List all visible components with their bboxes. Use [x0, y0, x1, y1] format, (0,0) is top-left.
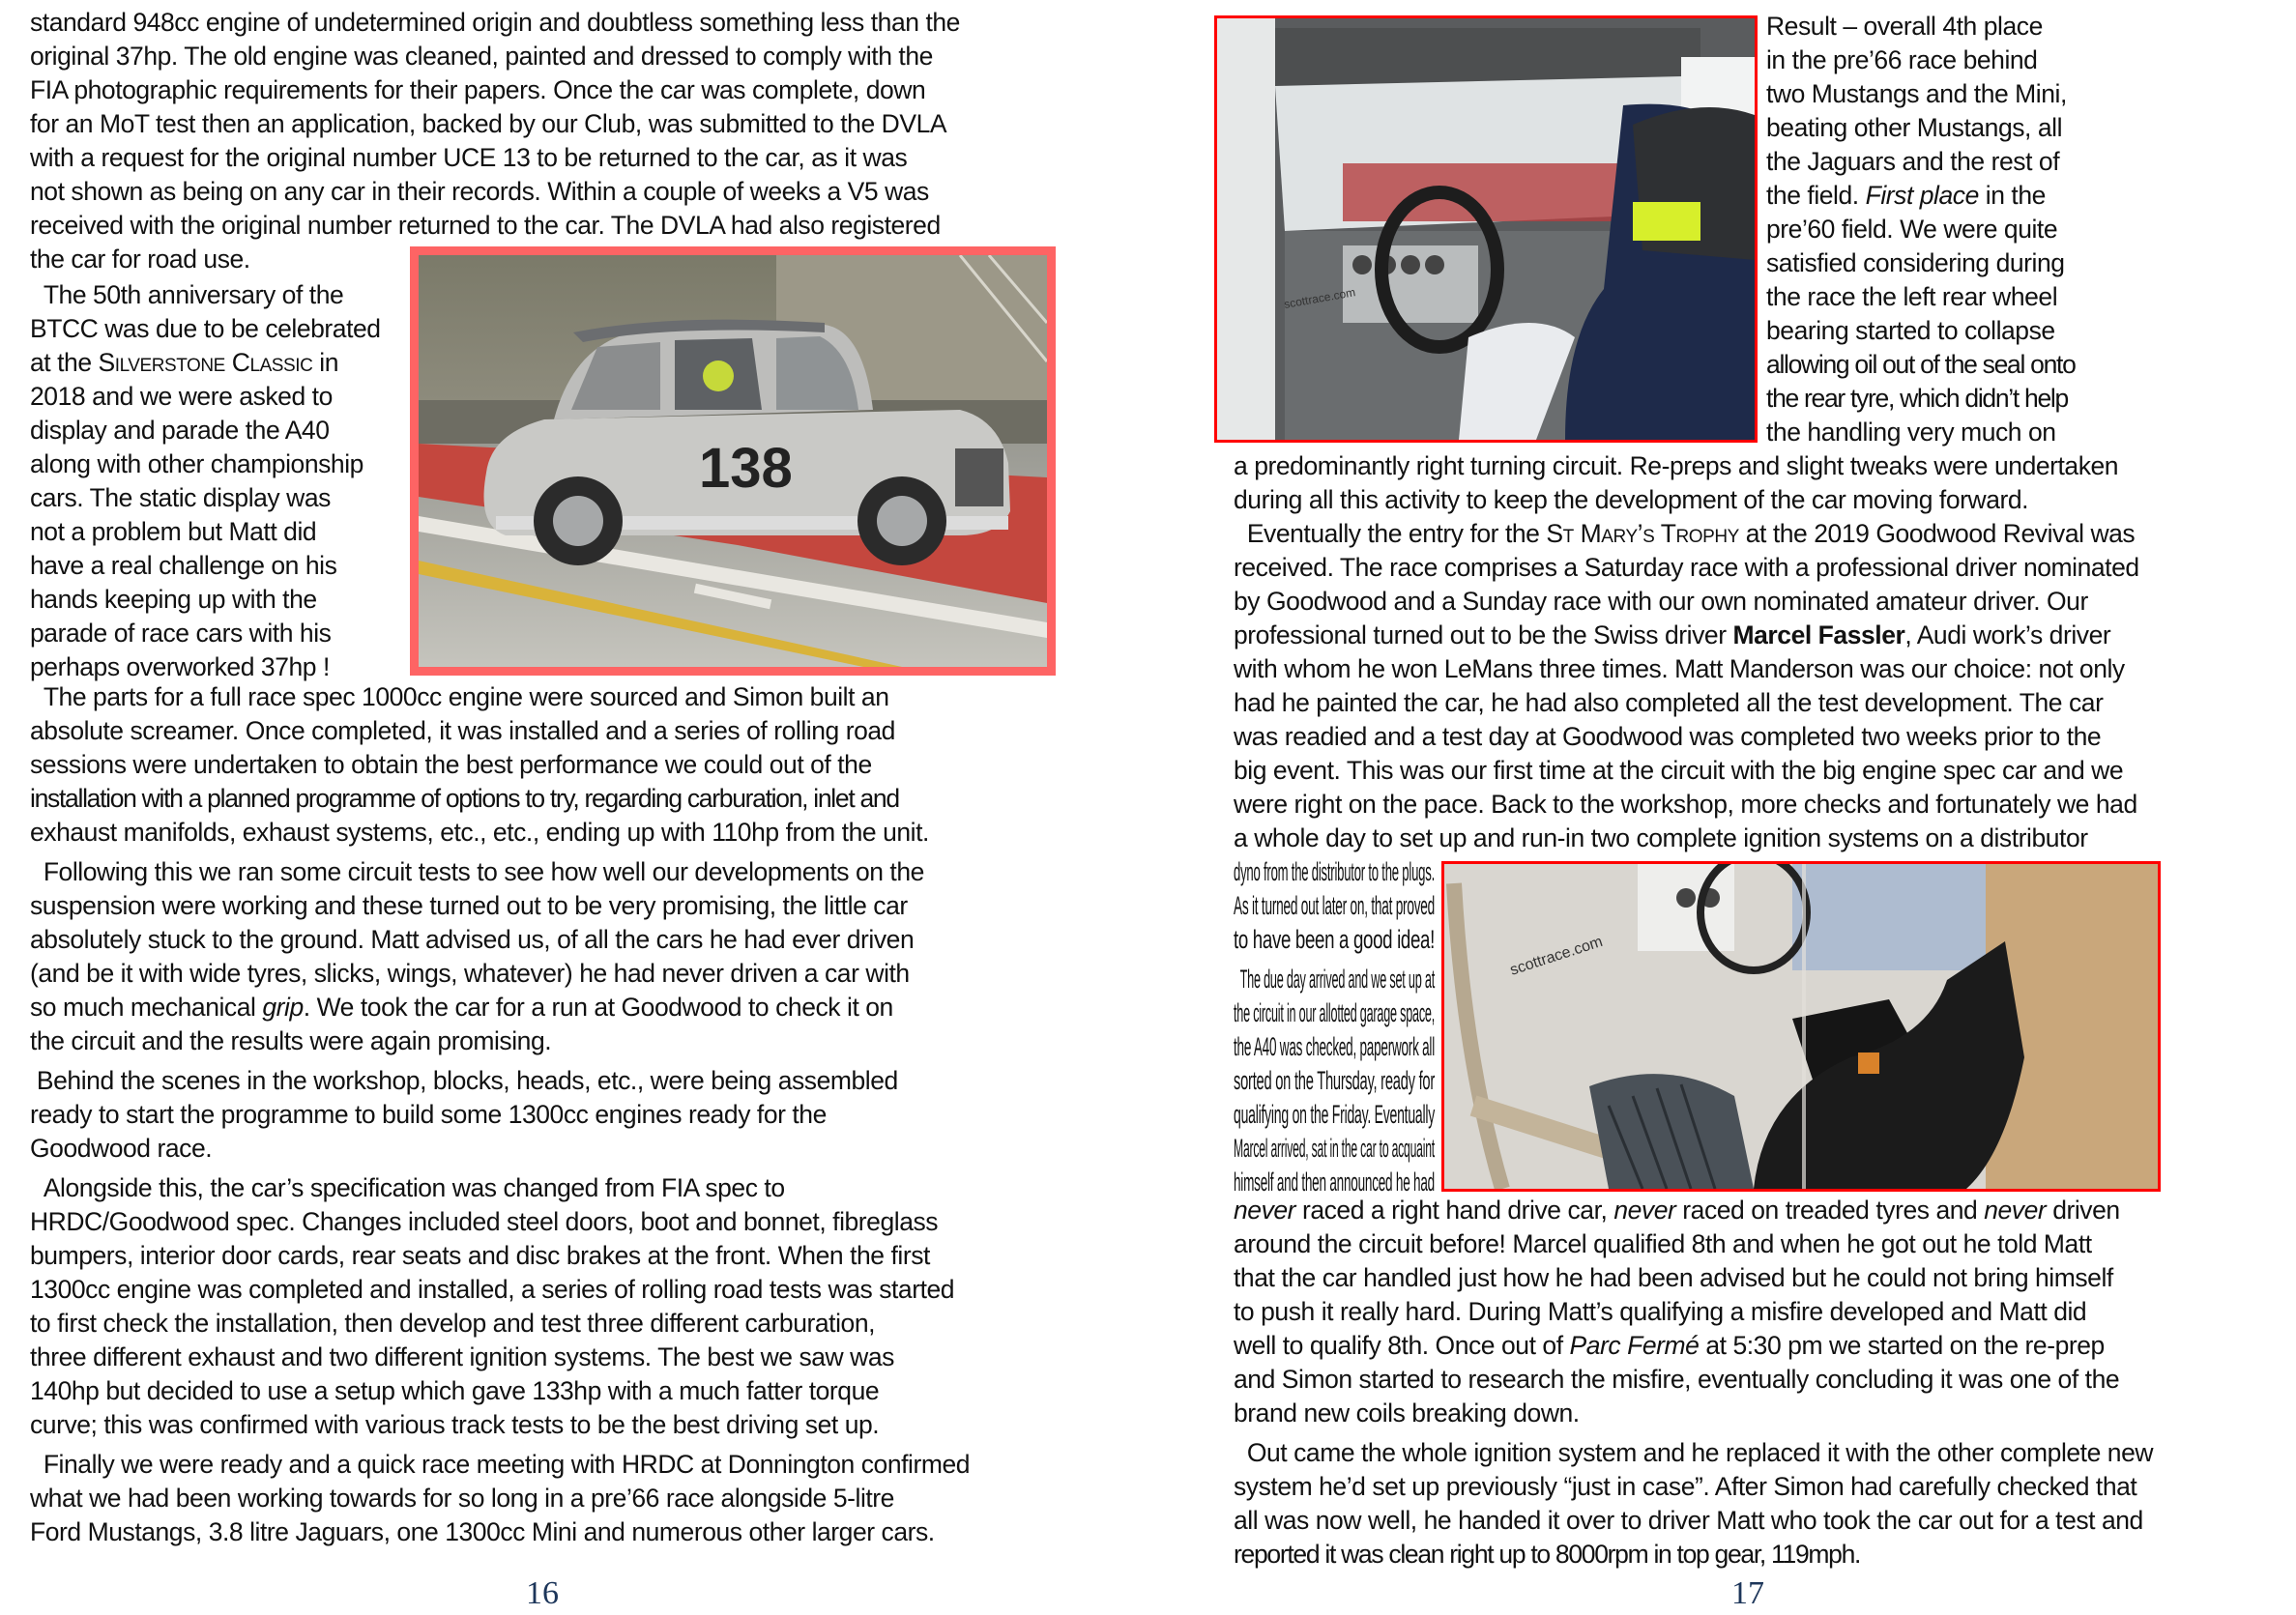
text-run: hands keeping up with the: [30, 585, 317, 614]
text-run: two Mustangs and the Mini,: [1766, 79, 2067, 108]
page-16: [0, 0, 1083, 1615]
text-line: [1766, 348, 2076, 382]
text-run: dyno from the distributor to the plugs.: [1234, 857, 1435, 886]
text-run: (and be it with wide tyres, slicks, wings, whatever) he had never driven a car with: [30, 959, 910, 988]
italic-text: never: [1234, 1196, 1296, 1225]
text-line: [30, 1408, 879, 1442]
sticker-scottrace: scottrace.com: [1507, 933, 1605, 979]
text-line: [30, 680, 889, 714]
bold-text: Marcel Fassler: [1732, 620, 1905, 649]
text-run: to first check the installation, then develop and test three different carburation,: [30, 1309, 876, 1338]
text-line: [30, 312, 381, 346]
text-run: Eventually the entry for the: [1234, 519, 1547, 548]
text-line: [30, 481, 331, 515]
text-run: FIA photographic requirements for their papers. Once the car was complete, down: [30, 75, 926, 104]
text-line: [1766, 43, 2037, 77]
text-line: [30, 447, 363, 481]
page-number: 16: [526, 1575, 559, 1611]
text-run: the handling very much on: [1766, 418, 2056, 447]
text-line: [30, 1171, 785, 1205]
car-race-number: 138: [699, 437, 793, 500]
text-run: sorted on the Thursday, ready for: [1234, 1066, 1436, 1095]
text-line: [30, 583, 317, 617]
text-run: 140hp but decided to use a setup which gave 133hp with a much fatter torque: [30, 1376, 880, 1405]
text-line: [30, 141, 907, 175]
text-run: As it turned out later on, that proved: [1234, 891, 1436, 920]
text-line: [1766, 382, 2068, 416]
text-line: [1766, 10, 2043, 43]
text-run: was readied and a test day at Goodwood was completed two weeks prior to the: [1234, 722, 2102, 751]
text-run: HRDC/Goodwood spec. Changes included steel doors, boot and bonnet, fibreglass: [30, 1207, 939, 1236]
text-run: the A40 was checked, paperwork all: [1234, 1032, 1435, 1061]
text-run: received. The race comprises a Saturday race with a professional driver nominated: [1234, 553, 2139, 582]
text-line: [1234, 1470, 2136, 1504]
text-block-bottom: [30, 680, 970, 1549]
text-line: [1234, 1504, 2143, 1538]
text-run: with whom he won LeMans three times. Matt Manderson was our choice: not only: [1234, 654, 2125, 683]
text-run: standard 948cc engine of undetermined origin and doubtless something less than the: [30, 8, 960, 37]
text-line: [30, 346, 338, 380]
text-line: [30, 107, 946, 141]
text-line: [1766, 314, 2055, 348]
text-line: [30, 748, 872, 782]
text-run: Behind the scenes in the workshop, blocks, heads, etc., were being assembled: [30, 1066, 898, 1095]
text-block-top: [30, 6, 960, 276]
text-run: the circuit and the results were again promising.: [30, 1026, 552, 1055]
text-line: [30, 243, 250, 276]
text-line: [1234, 923, 1435, 957]
text-block-beside-top-photo: [1766, 10, 2076, 449]
italic-text: never: [1613, 1196, 1676, 1225]
text-block-middle: [1234, 449, 2139, 855]
text-run: Following this we ran some circuit tests to see how well our developments on the: [30, 857, 924, 886]
text-line: [1766, 416, 2056, 449]
text-run: display and parade the A40: [30, 416, 330, 445]
text-run: received with the original number returned to the car. The DVLA had also registered: [30, 211, 941, 240]
text-run: at the 2019 Goodwood Revival was: [1738, 519, 2136, 548]
text-line: [1234, 1261, 2113, 1295]
text-run: around the circuit before! Marcel qualified 8th and when he got out he told Matt: [1234, 1229, 2092, 1258]
text-run: absolute screamer. Once completed, it was installed and a series of rolling road: [30, 716, 895, 745]
text-run: in the pre’66 race behind: [1766, 45, 2038, 74]
text-run: what we had been working towards for so long in a pre’66 race alongside 5-litre: [30, 1484, 894, 1513]
text-line: [1766, 246, 2065, 280]
text-run: for an MoT test then an application, backed by our Club, was submitted to the DVLA: [30, 109, 947, 138]
text-run: Result – overall 4th place: [1766, 12, 2043, 41]
text-run: Alongside this, the car’s specification was changed from FIA spec to: [30, 1173, 785, 1202]
text-line: [30, 1307, 875, 1341]
text-run: reported it was clean right up to 8000rpm in top gear, 119mph.: [1234, 1540, 1861, 1569]
text-line: [30, 617, 331, 650]
text-run: were right on the pace. Back to the workshop, more checks and fortunately we had: [1234, 790, 2137, 819]
text-run: all was now well, he handed it over to driver Matt who took the car out for a test and: [1234, 1506, 2143, 1535]
italic-text: grip: [262, 993, 304, 1022]
text-run: original 37hp. The old engine was cleaned, painted and dressed to comply with the: [30, 42, 933, 71]
interior-image: [1444, 864, 2158, 1189]
text-run: bumpers, interior door cards, rear seats and disc brakes at the front. When the first: [30, 1241, 930, 1270]
text-line: [1234, 1098, 1435, 1132]
text-run: and Simon started to research the misfire, eventually concluding it was one of the: [1234, 1365, 2120, 1394]
small-caps-text: St Mary’s Trophy: [1546, 519, 1739, 548]
text-line: [1234, 963, 1435, 996]
text-line: [30, 1239, 930, 1273]
text-run: three different exhaust and two different ignition systems. The best we saw was: [30, 1342, 894, 1371]
text-run: the field.: [1766, 181, 1866, 210]
text-line: [1234, 788, 2137, 822]
text-run: not shown as being on any car in their records. Within a couple of weeks a V5 was: [30, 177, 929, 206]
text-run: . We took the car for a run at Goodwood to check it on: [303, 993, 893, 1022]
text-run: big event. This was our first time at the circuit with the big engine spec car and we: [1234, 756, 2124, 785]
text-run: had he painted the car, he had also completed all the test development. The car: [1234, 688, 2104, 717]
text-run: to push it really hard. During Matt’s qualifying a misfire developed and Matt did: [1234, 1297, 2087, 1326]
text-line: [1234, 754, 2123, 788]
text-run: Out came the whole ignition system and he replaced it with the other complete new: [1234, 1438, 2154, 1467]
text-run: to have been a good idea!: [1234, 925, 1435, 954]
page-17: [1199, 0, 2296, 1615]
text-run: suspension were working and these turned out to be very promising, the little car: [30, 891, 908, 920]
text-run: exhaust manifolds, exhaust systems, etc., etc., ending up with 110hp from the unit.: [30, 818, 929, 847]
text-run: sessions were undertaken to obtain the best performance we could out of the: [30, 750, 872, 779]
text-line: [1234, 449, 2118, 483]
text-line: [30, 73, 925, 107]
text-line: [30, 923, 914, 957]
photo-a40-pit-lane: [410, 246, 1056, 676]
text-line: [30, 816, 929, 850]
text-run: the race the left rear wheel: [1766, 282, 2058, 311]
text-run: in: [312, 348, 338, 377]
text-line: [30, 278, 343, 312]
text-line: [30, 40, 933, 73]
text-run: absolutely stuck to the ground. Matt advised us, of all the cars he had ever driven: [30, 925, 915, 954]
text-line: [30, 991, 893, 1024]
text-line: [30, 889, 908, 923]
text-line: [30, 855, 924, 889]
text-line: [1234, 1227, 2092, 1261]
text-run: qualifying on the Friday. Eventually: [1234, 1100, 1436, 1129]
text-line: [30, 1448, 970, 1482]
text-line: [1234, 652, 2125, 686]
text-run: a whole day to set up and run-in two complete ignition systems on a distributor: [1234, 823, 2088, 852]
text-line: [30, 1482, 894, 1515]
photo-in-car-cockpit: [1214, 15, 1758, 443]
text-run: the car for road use.: [30, 245, 250, 274]
text-run: raced on treaded tyres and: [1675, 1196, 1985, 1225]
text-line: [1234, 889, 1435, 923]
text-line: [1234, 483, 2028, 517]
text-line: [1234, 720, 2101, 754]
text-line: [30, 1064, 898, 1098]
text-line: [30, 6, 960, 40]
text-run: well to qualify 8th. Once out of: [1234, 1331, 1570, 1360]
photo-interior-seat: [1441, 861, 2161, 1192]
text-run: pre’60 field. We were quite: [1766, 215, 2058, 244]
text-line: [1766, 77, 2067, 111]
text-run: bearing started to collapse: [1766, 316, 2055, 345]
text-line: [30, 1098, 827, 1132]
text-run: along with other championship: [30, 449, 363, 478]
text-line: [1234, 1132, 1435, 1166]
text-run: parade of race cars with his: [30, 619, 332, 648]
text-run: not a problem but Matt did: [30, 517, 317, 546]
text-run: the Jaguars and the rest of: [1766, 147, 2060, 176]
text-run: driven: [2046, 1196, 2120, 1225]
text-run: with a request for the original number UCE 13 to be returned to the car, as it was: [30, 143, 908, 172]
text-run: allowing oil out of the seal onto: [1766, 350, 2076, 379]
text-line: [1234, 1194, 2120, 1227]
text-line: [1234, 1538, 1860, 1572]
text-line: [1234, 619, 2110, 652]
text-line: [30, 380, 333, 414]
text-line: [30, 1341, 894, 1374]
text-line: [1234, 996, 1435, 1030]
text-run: have a real challenge on his: [30, 551, 337, 580]
text-line: [1766, 145, 2059, 179]
text-run: cars. The static display was: [30, 483, 331, 512]
text-run: brand new coils breaking down.: [1234, 1399, 1580, 1428]
text-line: [1234, 517, 2135, 551]
text-line: [1234, 855, 1435, 889]
text-run: in the: [1978, 181, 2046, 210]
text-run: Marcel arrived, sat in the car to acquaint: [1234, 1134, 1435, 1163]
text-line: [30, 1132, 212, 1166]
text-run: BTCC was due to be celebrated: [30, 314, 381, 343]
cockpit-image: [1217, 18, 1755, 440]
italic-text: First place: [1865, 181, 1979, 210]
text-run: professional turned out to be the Swiss driver: [1234, 620, 1733, 649]
text-run: at 5:30 pm we started on the re-prep: [1699, 1331, 2105, 1360]
text-line: [1766, 111, 2062, 145]
text-line: [1766, 179, 2046, 213]
text-line: [30, 1273, 954, 1307]
text-line: [1234, 1397, 1580, 1430]
a40-car-image: [419, 255, 1047, 667]
text-line: [30, 209, 941, 243]
text-line: [30, 1024, 551, 1058]
text-run: , Audi work’s driver: [1904, 620, 2111, 649]
text-run: The parts for a full race spec 1000cc engine were sourced and Simon built an: [30, 682, 889, 711]
text-line: [1234, 686, 2103, 720]
text-run: during all this activity to keep the development of the car moving forward.: [1234, 485, 2029, 514]
text-run: system he’d set up previously “just in case”. After Simon had carefully checked that: [1234, 1472, 2137, 1501]
text-line: [1234, 1363, 2119, 1397]
text-run: curve; this was confirmed with various track tests to be the best driving set up.: [30, 1410, 880, 1439]
text-run: the circuit in our allotted garage space,: [1234, 998, 1436, 1027]
text-line: [1234, 551, 2139, 585]
text-run: beating other Mustangs, all: [1766, 113, 2063, 142]
text-line: [1234, 1436, 2153, 1470]
text-run: raced a right hand drive car,: [1295, 1196, 1614, 1225]
text-block-beside-photo: [30, 278, 381, 684]
text-run: the rear tyre, which didn’t help: [1766, 384, 2068, 413]
text-line: [1234, 822, 2088, 855]
text-line: [30, 175, 929, 209]
text-line: [1234, 1295, 2086, 1329]
italic-text: never: [1984, 1196, 2047, 1225]
text-line: [1234, 585, 2088, 619]
sticker-scottrace: scottrace.com: [1283, 285, 1357, 311]
text-run: The 50th anniversary of the: [30, 280, 344, 309]
text-line: [1766, 213, 2057, 246]
text-line: [30, 414, 330, 447]
text-run: at the: [30, 348, 99, 377]
text-line: [30, 1374, 879, 1408]
text-run: 1300cc engine was completed and installed, a series of rolling road tests was started: [30, 1275, 955, 1304]
text-block-bottom: [1234, 1194, 2153, 1572]
text-run: by Goodwood and a Sunday race with our own nominated amateur driver. Our: [1234, 587, 2088, 616]
text-run: satisfied considering during: [1766, 248, 2065, 277]
text-line: [1234, 1064, 1435, 1098]
text-run: himself and then announced he had: [1234, 1168, 1435, 1197]
page-number: 17: [1731, 1575, 1764, 1611]
text-line: [30, 1205, 938, 1239]
text-run: so much mechanical: [30, 993, 263, 1022]
text-run: installation with a planned programme of options to try, regarding carburation, inlet and: [30, 784, 899, 813]
text-run: that the car handled just how he had been advised but he could not bring himself: [1234, 1263, 2113, 1292]
text-run: a predominantly right turning circuit. Re-preps and slight tweaks were undertaken: [1234, 451, 2119, 480]
text-line: [30, 714, 895, 748]
text-line: [30, 782, 899, 816]
small-caps-text: Silverstone Classic: [98, 348, 313, 377]
text-run: Ford Mustangs, 3.8 litre Jaguars, one 1300cc Mini and numerous other larger cars.: [30, 1517, 935, 1546]
text-line: [30, 1515, 935, 1549]
text-line: [30, 515, 316, 549]
text-line: [1234, 1030, 1435, 1064]
text-line: [1766, 280, 2057, 314]
text-run: ready to start the programme to build some 1300cc engines ready for the: [30, 1100, 827, 1129]
text-run: Goodwood race.: [30, 1134, 213, 1163]
text-line: [1234, 1329, 2105, 1363]
text-run: Finally we were ready and a quick race meeting with HRDC at Donnington confirmed: [30, 1450, 971, 1479]
text-run: perhaps overworked 37hp !: [30, 652, 330, 681]
text-line: [30, 957, 910, 991]
text-run: 2018 and we were asked to: [30, 382, 333, 411]
italic-text: Parc Fermé: [1569, 1331, 1700, 1360]
text-run: The due day arrived and we set up at: [1234, 965, 1436, 994]
text-line: [30, 549, 336, 583]
text-line: [30, 650, 330, 684]
